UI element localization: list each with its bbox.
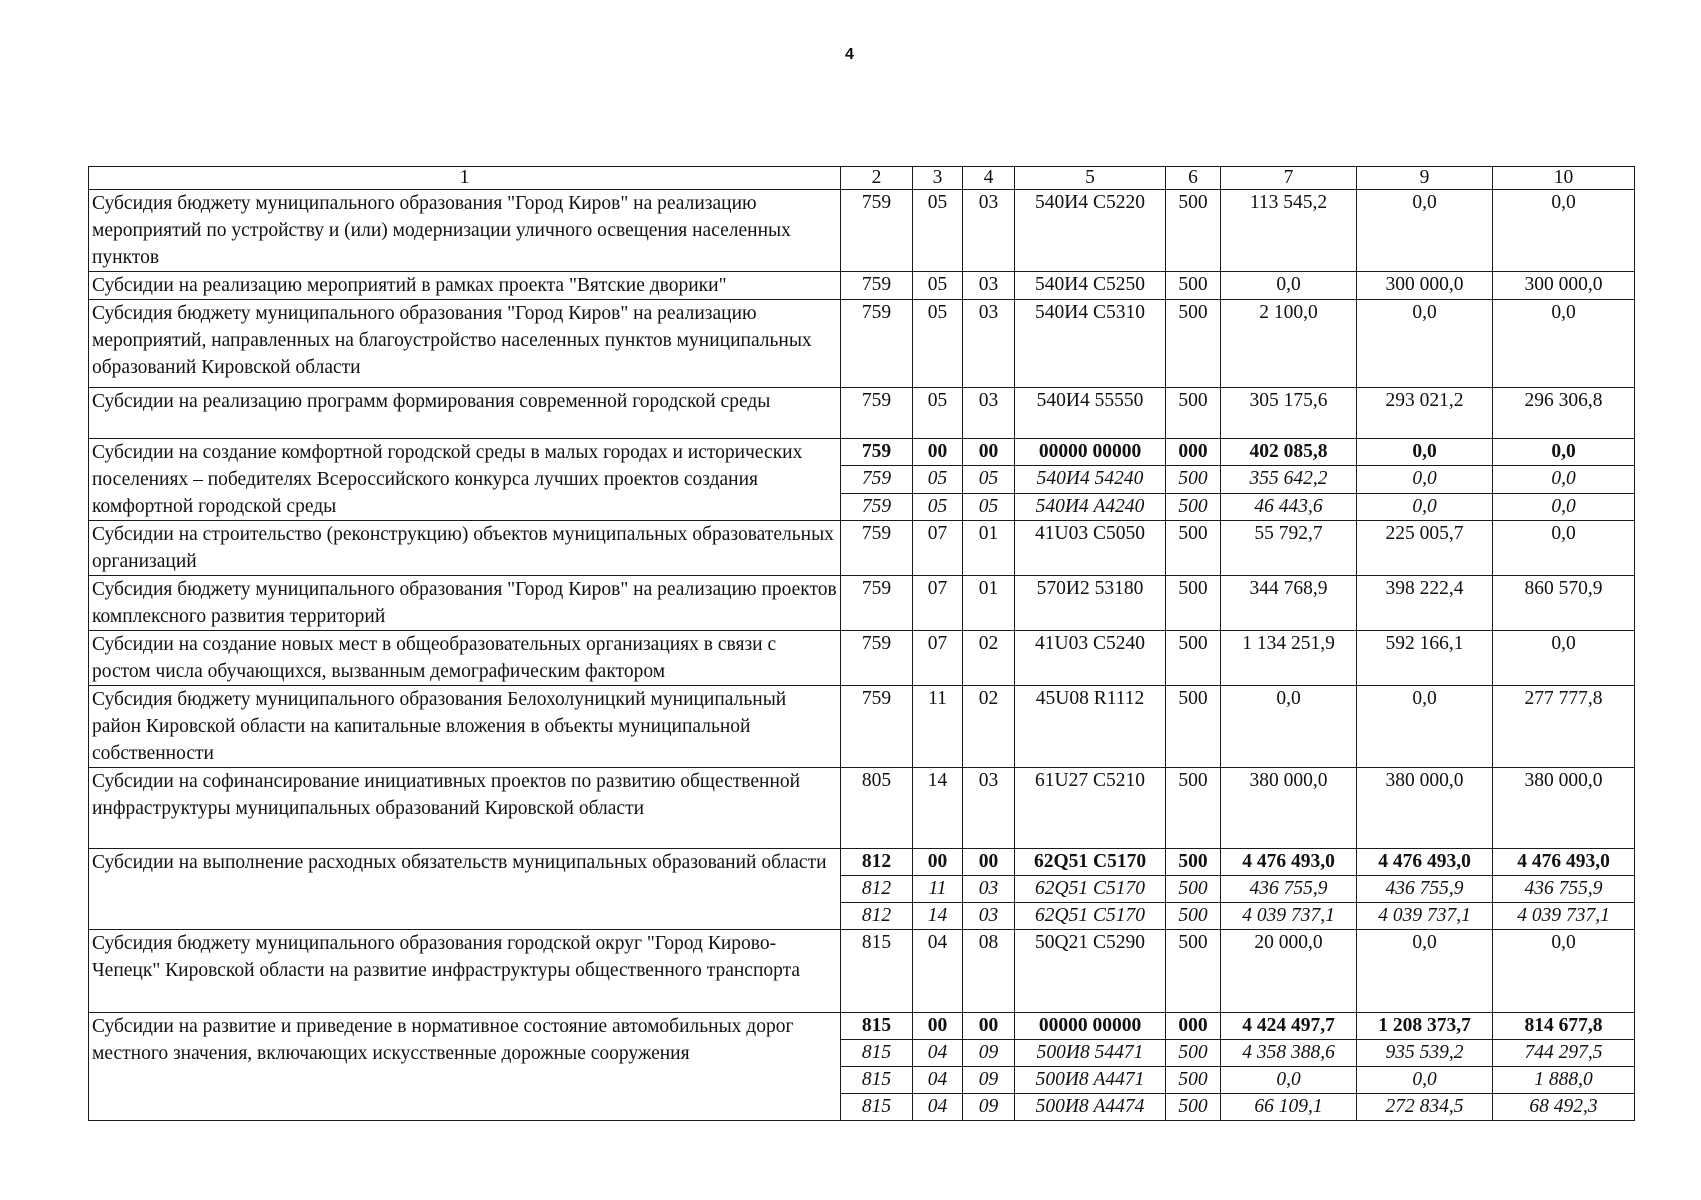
row-description: Субсидии на софинансирование инициативных проектов по развитию общественной инфраструктуры муниципальных образований Кировской области xyxy=(89,768,841,849)
amount-col-7: 355 642,2 xyxy=(1221,466,1357,493)
amount-col-10: 744 297,5 xyxy=(1493,1040,1635,1067)
section-code: 00 xyxy=(913,439,963,466)
ministry-code: 812 xyxy=(841,849,913,876)
amount-col-9: 0,0 xyxy=(1357,686,1493,768)
subsection-code: 03 xyxy=(963,300,1015,388)
column-header-1: 1 xyxy=(89,167,841,190)
amount-col-7: 66 109,1 xyxy=(1221,1094,1357,1121)
row-description: Субсидии на реализацию программ формирования современной городской среды xyxy=(89,388,841,439)
target-article-code: 540И4 С5250 xyxy=(1015,272,1166,300)
subsection-code: 03 xyxy=(963,876,1015,903)
table-row xyxy=(89,388,1635,439)
budget-table xyxy=(88,166,1635,1121)
expense-type-code: 500 xyxy=(1166,1094,1221,1121)
amount-col-10: 4 476 493,0 xyxy=(1493,849,1635,876)
subsection-code: 03 xyxy=(963,388,1015,439)
ministry-code: 812 xyxy=(841,876,913,903)
amount-col-10: 4 039 737,1 xyxy=(1493,903,1635,930)
expense-type-code: 500 xyxy=(1166,466,1221,493)
subsection-code: 03 xyxy=(963,272,1015,300)
row-description: Субсидии на реализацию мероприятий в рамках проекта "Вятские дворики" xyxy=(89,272,841,300)
amount-col-9: 1 208 373,7 xyxy=(1357,1013,1493,1040)
subsection-code: 01 xyxy=(963,576,1015,631)
ministry-code: 815 xyxy=(841,930,913,1013)
amount-col-9: 293 021,2 xyxy=(1357,388,1493,439)
ministry-code: 759 xyxy=(841,686,913,768)
amount-col-10: 277 777,8 xyxy=(1493,686,1635,768)
amount-col-7: 436 755,9 xyxy=(1221,876,1357,903)
page-number: 4 xyxy=(845,46,854,63)
target-article-code: 540И4 54240 xyxy=(1015,466,1166,493)
row-description: Субсидия бюджету муниципального образования "Город Киров" на реализацию проектов комплексного развития территорий xyxy=(89,576,841,631)
row-description: Субсидии на выполнение расходных обязательств муниципальных образований области xyxy=(89,849,841,930)
amount-col-7: 4 424 497,7 xyxy=(1221,1013,1357,1040)
amount-col-10: 380 000,0 xyxy=(1493,768,1635,849)
amount-col-7: 380 000,0 xyxy=(1221,768,1357,849)
expense-type-code: 500 xyxy=(1166,388,1221,439)
amount-col-7: 4 358 388,6 xyxy=(1221,1040,1357,1067)
section-code: 04 xyxy=(913,1040,963,1067)
amount-col-10: 814 677,8 xyxy=(1493,1013,1635,1040)
expense-type-code: 000 xyxy=(1166,439,1221,466)
amount-col-10: 436 755,9 xyxy=(1493,876,1635,903)
subsection-code: 03 xyxy=(963,903,1015,930)
column-header-4: 4 xyxy=(963,167,1015,190)
ministry-code: 815 xyxy=(841,1040,913,1067)
table-row xyxy=(89,300,1635,388)
amount-col-7: 55 792,7 xyxy=(1221,521,1357,576)
expense-type-code: 500 xyxy=(1166,686,1221,768)
amount-col-10: 0,0 xyxy=(1493,190,1635,272)
target-article-code: 540И4 С5310 xyxy=(1015,300,1166,388)
column-header-3: 3 xyxy=(913,167,963,190)
amount-col-7: 113 545,2 xyxy=(1221,190,1357,272)
table-row xyxy=(89,576,1635,631)
ministry-code: 759 xyxy=(841,521,913,576)
section-code: 11 xyxy=(913,686,963,768)
table-row xyxy=(89,521,1635,576)
expense-type-code: 500 xyxy=(1166,576,1221,631)
subsection-code: 05 xyxy=(963,466,1015,493)
expense-type-code: 500 xyxy=(1166,493,1221,520)
amount-col-10: 68 492,3 xyxy=(1493,1094,1635,1121)
table-row xyxy=(89,849,1635,876)
table-row xyxy=(89,1013,1635,1040)
target-article-code: 500И8 54471 xyxy=(1015,1040,1166,1067)
target-article-code: 50Q21 С5290 xyxy=(1015,930,1166,1013)
amount-col-9: 398 222,4 xyxy=(1357,576,1493,631)
row-description: Субсидия бюджету муниципального образования "Город Киров" на реализацию мероприятий, направленных на благоустройство населенных пунктов муниципальных образований Кировской области xyxy=(89,300,841,388)
amount-col-10: 0,0 xyxy=(1493,439,1635,466)
target-article-code: 540И4 55550 xyxy=(1015,388,1166,439)
amount-col-9: 592 166,1 xyxy=(1357,631,1493,686)
expense-type-code: 500 xyxy=(1166,272,1221,300)
amount-col-7: 0,0 xyxy=(1221,686,1357,768)
target-article-code: 45U08 R1112 xyxy=(1015,686,1166,768)
subsection-code: 00 xyxy=(963,1013,1015,1040)
table-row xyxy=(89,439,1635,466)
section-code: 05 xyxy=(913,466,963,493)
subsection-code: 09 xyxy=(963,1040,1015,1067)
section-code: 05 xyxy=(913,272,963,300)
subsection-code: 00 xyxy=(963,849,1015,876)
ministry-code: 759 xyxy=(841,466,913,493)
row-description: Субсидии на создание комфортной городской среды в малых городах и исторических поселениях – победителях Всероссийского конкурса лучших проектов создания комфортной городской среды xyxy=(89,439,841,521)
table-row xyxy=(89,631,1635,686)
target-article-code: 570И2 53180 xyxy=(1015,576,1166,631)
amount-col-10: 300 000,0 xyxy=(1493,272,1635,300)
amount-col-9: 0,0 xyxy=(1357,300,1493,388)
row-description: Субсидия бюджету муниципального образования Белохолуницкий муниципальный район Кировской области на капитальные вложения в объекты муниципальной собственности xyxy=(89,686,841,768)
target-article-code: 540И4 С5220 xyxy=(1015,190,1166,272)
target-article-code: 500И8 А4474 xyxy=(1015,1094,1166,1121)
expense-type-code: 500 xyxy=(1166,1067,1221,1094)
amount-col-7: 1 134 251,9 xyxy=(1221,631,1357,686)
ministry-code: 759 xyxy=(841,190,913,272)
amount-col-10: 0,0 xyxy=(1493,466,1635,493)
ministry-code: 759 xyxy=(841,576,913,631)
subsection-code: 03 xyxy=(963,768,1015,849)
section-code: 07 xyxy=(913,521,963,576)
ministry-code: 815 xyxy=(841,1094,913,1121)
subsection-code: 05 xyxy=(963,493,1015,520)
target-article-code: 41U03 С5050 xyxy=(1015,521,1166,576)
amount-col-10: 1 888,0 xyxy=(1493,1067,1635,1094)
ministry-code: 812 xyxy=(841,903,913,930)
target-article-code: 62Q51 С5170 xyxy=(1015,903,1166,930)
ministry-code: 759 xyxy=(841,300,913,388)
subsection-code: 02 xyxy=(963,631,1015,686)
section-code: 04 xyxy=(913,1094,963,1121)
section-code: 05 xyxy=(913,388,963,439)
section-code: 14 xyxy=(913,903,963,930)
expense-type-code: 500 xyxy=(1166,631,1221,686)
target-article-code: 62Q51 С5170 xyxy=(1015,876,1166,903)
section-code: 11 xyxy=(913,876,963,903)
header-row xyxy=(89,167,1635,190)
amount-col-7: 2 100,0 xyxy=(1221,300,1357,388)
expense-type-code: 500 xyxy=(1166,876,1221,903)
expense-type-code: 500 xyxy=(1166,930,1221,1013)
column-header-7: 7 xyxy=(1221,167,1357,190)
section-code: 05 xyxy=(913,493,963,520)
row-description: Субсидия бюджету муниципального образования "Город Киров" на реализацию мероприятий по устройству и (или) модернизации уличного освещения населенных пунктов xyxy=(89,190,841,272)
target-article-code: 41U03 С5240 xyxy=(1015,631,1166,686)
amount-col-7: 305 175,6 xyxy=(1221,388,1357,439)
amount-col-9: 436 755,9 xyxy=(1357,876,1493,903)
amount-col-9: 0,0 xyxy=(1357,190,1493,272)
expense-type-code: 500 xyxy=(1166,190,1221,272)
ministry-code: 759 xyxy=(841,272,913,300)
subsection-code: 00 xyxy=(963,439,1015,466)
column-header-6: 6 xyxy=(1166,167,1221,190)
ministry-code: 759 xyxy=(841,439,913,466)
row-description: Субсидии на создание новых мест в общеобразовательных организациях в связи с ростом числа обучающихся, вызванным демографическим фактором xyxy=(89,631,841,686)
amount-col-7: 20 000,0 xyxy=(1221,930,1357,1013)
amount-col-9: 300 000,0 xyxy=(1357,272,1493,300)
amount-col-10: 860 570,9 xyxy=(1493,576,1635,631)
amount-col-10: 0,0 xyxy=(1493,493,1635,520)
ministry-code: 759 xyxy=(841,388,913,439)
amount-col-9: 225 005,7 xyxy=(1357,521,1493,576)
section-code: 04 xyxy=(913,1067,963,1094)
amount-col-10: 296 306,8 xyxy=(1493,388,1635,439)
amount-col-9: 935 539,2 xyxy=(1357,1040,1493,1067)
amount-col-9: 0,0 xyxy=(1357,439,1493,466)
target-article-code: 500И8 А4471 xyxy=(1015,1067,1166,1094)
target-article-code: 00000 00000 xyxy=(1015,439,1166,466)
amount-col-10: 0,0 xyxy=(1493,631,1635,686)
amount-col-7: 4 039 737,1 xyxy=(1221,903,1357,930)
subsection-code: 02 xyxy=(963,686,1015,768)
table-row xyxy=(89,190,1635,272)
ministry-code: 759 xyxy=(841,493,913,520)
column-header-2: 2 xyxy=(841,167,913,190)
table-row xyxy=(89,272,1635,300)
section-code: 05 xyxy=(913,300,963,388)
amount-col-10: 0,0 xyxy=(1493,521,1635,576)
column-header-5: 5 xyxy=(1015,167,1166,190)
expense-type-code: 500 xyxy=(1166,521,1221,576)
section-code: 00 xyxy=(913,849,963,876)
expense-type-code: 500 xyxy=(1166,300,1221,388)
row-description: Субсидии на строительство (реконструкцию) объектов муниципальных образовательных организаций xyxy=(89,521,841,576)
amount-col-9: 4 039 737,1 xyxy=(1357,903,1493,930)
table-body xyxy=(89,190,1635,1121)
amount-col-7: 4 476 493,0 xyxy=(1221,849,1357,876)
subsection-code: 01 xyxy=(963,521,1015,576)
expense-type-code: 500 xyxy=(1166,849,1221,876)
amount-col-9: 0,0 xyxy=(1357,930,1493,1013)
subsection-code: 09 xyxy=(963,1067,1015,1094)
section-code: 07 xyxy=(913,576,963,631)
amount-col-10: 0,0 xyxy=(1493,300,1635,388)
column-header-9: 10 xyxy=(1493,167,1635,190)
ministry-code: 759 xyxy=(841,631,913,686)
amount-col-10: 0,0 xyxy=(1493,930,1635,1013)
subsection-code: 03 xyxy=(963,190,1015,272)
table-row xyxy=(89,930,1635,1013)
target-article-code: 540И4 А4240 xyxy=(1015,493,1166,520)
ministry-code: 805 xyxy=(841,768,913,849)
column-header-8: 9 xyxy=(1357,167,1493,190)
table-row xyxy=(89,686,1635,768)
expense-type-code: 500 xyxy=(1166,768,1221,849)
subsection-code: 08 xyxy=(963,930,1015,1013)
section-code: 00 xyxy=(913,1013,963,1040)
section-code: 14 xyxy=(913,768,963,849)
amount-col-7: 344 768,9 xyxy=(1221,576,1357,631)
target-article-code: 61U27 С5210 xyxy=(1015,768,1166,849)
section-code: 04 xyxy=(913,930,963,1013)
amount-col-7: 0,0 xyxy=(1221,1067,1357,1094)
amount-col-9: 380 000,0 xyxy=(1357,768,1493,849)
table-row xyxy=(89,768,1635,849)
expense-type-code: 500 xyxy=(1166,1040,1221,1067)
row-description: Субсидия бюджету муниципального образования городской округ "Город Кирово-Чепецк" Кировской области на развитие инфраструктуры общественного транспорта xyxy=(89,930,841,1013)
amount-col-7: 402 085,8 xyxy=(1221,439,1357,466)
row-description: Субсидии на развитие и приведение в нормативное состояние автомобильных дорог местного значения, включающих искусственные дорожные сооружения xyxy=(89,1013,841,1121)
target-article-code: 62Q51 С5170 xyxy=(1015,849,1166,876)
amount-col-9: 4 476 493,0 xyxy=(1357,849,1493,876)
amount-col-9: 0,0 xyxy=(1357,1067,1493,1094)
expense-type-code: 500 xyxy=(1166,903,1221,930)
amount-col-9: 272 834,5 xyxy=(1357,1094,1493,1121)
amount-col-9: 0,0 xyxy=(1357,466,1493,493)
ministry-code: 815 xyxy=(841,1067,913,1094)
section-code: 07 xyxy=(913,631,963,686)
ministry-code: 815 xyxy=(841,1013,913,1040)
target-article-code: 00000 00000 xyxy=(1015,1013,1166,1040)
section-code: 05 xyxy=(913,190,963,272)
subsection-code: 09 xyxy=(963,1094,1015,1121)
amount-col-9: 0,0 xyxy=(1357,493,1493,520)
expense-type-code: 000 xyxy=(1166,1013,1221,1040)
amount-col-7: 46 443,6 xyxy=(1221,493,1357,520)
amount-col-7: 0,0 xyxy=(1221,272,1357,300)
